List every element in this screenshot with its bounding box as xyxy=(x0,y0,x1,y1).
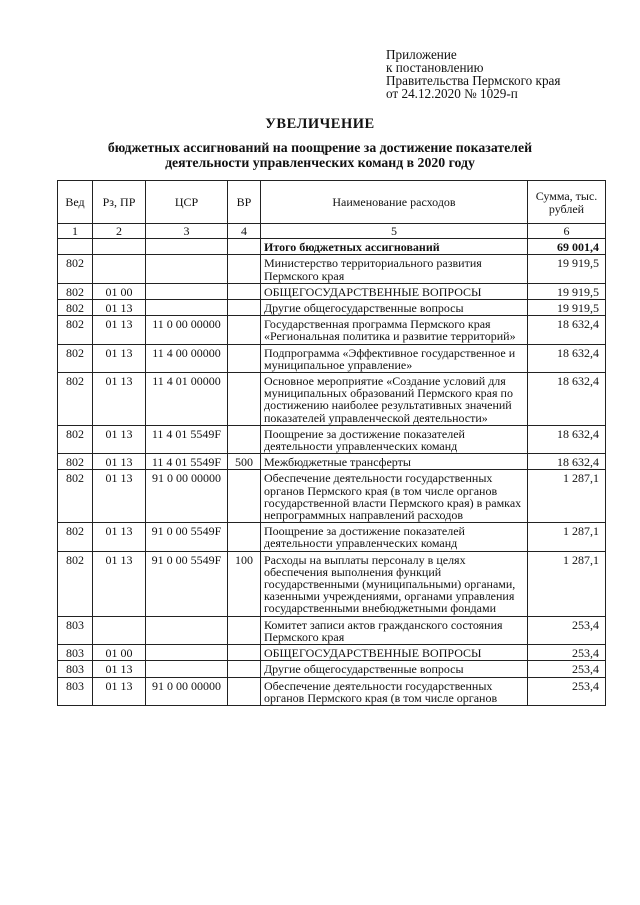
cell-vr xyxy=(228,316,261,344)
cell-vr xyxy=(228,373,261,426)
cell-sum: 19 919,5 xyxy=(528,255,606,283)
total-label: Итого бюджетных ассигнований xyxy=(261,239,528,255)
cell-csr: 91 0 00 00000 xyxy=(146,677,228,705)
cell-sum: 253,4 xyxy=(528,677,606,705)
table-header-row xyxy=(58,181,606,224)
cell-vr xyxy=(228,300,261,316)
cell-sum: 253,4 xyxy=(528,616,606,644)
cell-ved: 802 xyxy=(58,373,93,426)
cell-name: Другие общегосударственные вопросы xyxy=(261,300,528,316)
table-row xyxy=(58,425,606,453)
cell-ved: 803 xyxy=(58,677,93,705)
cell-rzpr xyxy=(93,616,146,644)
cell-ved: 803 xyxy=(58,616,93,644)
cell-csr: 11 4 01 5549F xyxy=(146,454,228,470)
appendix-line: Правительства Пермского края xyxy=(386,73,561,88)
cell-rzpr: 01 13 xyxy=(93,470,146,523)
cell-csr: 11 4 01 00000 xyxy=(146,373,228,426)
table-row xyxy=(58,316,606,344)
cell-rzpr: 01 13 xyxy=(93,300,146,316)
cell-vr xyxy=(228,645,261,661)
cell-rzpr: 01 13 xyxy=(93,316,146,344)
cell-name: Расходы на выплаты персоналу в целях обеспечения выполнения функций государственными (муниципальными) органами, казенными учреждениями, органами управления государственными внебюджетными фондами xyxy=(261,551,528,616)
appendix-note xyxy=(386,48,560,100)
cell-rzpr: 01 13 xyxy=(93,344,146,372)
cell-sum: 19 919,5 xyxy=(528,300,606,316)
cell-csr: 91 0 00 5549F xyxy=(146,523,228,551)
table-row xyxy=(58,645,606,661)
cell-sum: 18 632,4 xyxy=(528,425,606,453)
cell-vr xyxy=(228,616,261,644)
cell-name: ОБЩЕГОСУДАРСТВЕННЫЕ ВОПРОСЫ xyxy=(261,645,528,661)
cell-rzpr: 01 13 xyxy=(93,661,146,677)
cell-rzpr: 01 00 xyxy=(93,283,146,299)
col-number: 5 xyxy=(261,224,528,239)
cell-ved: 803 xyxy=(58,661,93,677)
cell-csr: 91 0 00 5549F xyxy=(146,551,228,616)
cell-name: Поощрение за достижение показателей деятельности управленческих команд xyxy=(261,523,528,551)
cell-vr xyxy=(228,425,261,453)
cell-sum: 253,4 xyxy=(528,661,606,677)
table-row xyxy=(58,616,606,644)
cell-vr xyxy=(228,255,261,283)
cell-vr xyxy=(228,470,261,523)
header-csr: ЦСР xyxy=(146,181,228,224)
table-row xyxy=(58,283,606,299)
cell-sum: 18 632,4 xyxy=(528,316,606,344)
table-row xyxy=(58,300,606,316)
table-row xyxy=(58,661,606,677)
cell-rzpr: 01 13 xyxy=(93,677,146,705)
cell-csr xyxy=(146,661,228,677)
table-row xyxy=(58,677,606,705)
cell-csr xyxy=(146,255,228,283)
cell-vr xyxy=(228,523,261,551)
table-row xyxy=(58,255,606,283)
table-row xyxy=(58,470,606,523)
cell-name: Поощрение за достижение показателей деятельности управленческих команд xyxy=(261,425,528,453)
header-vr: ВР xyxy=(228,181,261,224)
cell-rzpr: 01 13 xyxy=(93,551,146,616)
table-row xyxy=(58,551,606,616)
subtitle-line: деятельности управленческих команд в 2020 году xyxy=(165,155,475,170)
appendix-line: к постановлению xyxy=(386,60,484,75)
header-ved: Вед xyxy=(58,181,93,224)
cell-name: Основное мероприятие «Создание условий для муниципальных образований Пермского края по достижению наиболее результативных значений показателей управленческой деятельности» xyxy=(261,373,528,426)
cell-ved: 802 xyxy=(58,551,93,616)
cell-rzpr: 01 13 xyxy=(93,425,146,453)
cell-name: Межбюджетные трансферты xyxy=(261,454,528,470)
cell-ved: 802 xyxy=(58,283,93,299)
cell-name: ОБЩЕГОСУДАРСТВЕННЫЕ ВОПРОСЫ xyxy=(261,283,528,299)
cell-csr: 11 4 01 5549F xyxy=(146,425,228,453)
cell-vr xyxy=(228,283,261,299)
cell-rzpr: 01 13 xyxy=(93,523,146,551)
total-row xyxy=(58,239,606,255)
cell-rzpr xyxy=(93,255,146,283)
cell-name: Обеспечение деятельности государственных органов Пермского края (в том числе органов xyxy=(261,677,528,705)
total-sum: 69 001,4 xyxy=(528,239,606,255)
cell-sum: 1 287,1 xyxy=(528,523,606,551)
cell-sum: 1 287,1 xyxy=(528,551,606,616)
appendix-line: от 24.12.2020 № 1029-п xyxy=(386,86,518,101)
cell-csr: 91 0 00 00000 xyxy=(146,470,228,523)
col-number: 3 xyxy=(146,224,228,239)
table-row xyxy=(58,344,606,372)
cell-ved: 802 xyxy=(58,425,93,453)
table-row xyxy=(58,523,606,551)
cell-rzpr: 01 13 xyxy=(93,373,146,426)
cell-ved: 802 xyxy=(58,300,93,316)
cell-ved: 802 xyxy=(58,470,93,523)
cell-sum: 1 287,1 xyxy=(528,470,606,523)
cell-sum: 18 632,4 xyxy=(528,373,606,426)
cell-csr xyxy=(146,645,228,661)
col-number: 2 xyxy=(93,224,146,239)
cell-vr xyxy=(228,661,261,677)
header-name: Наименование расходов xyxy=(261,181,528,224)
cell-name: Другие общегосударственные вопросы xyxy=(261,661,528,677)
cell-ved: 802 xyxy=(58,316,93,344)
col-number: 6 xyxy=(528,224,606,239)
cell-rzpr: 01 00 xyxy=(93,645,146,661)
cell-ved: 803 xyxy=(58,645,93,661)
cell-vr xyxy=(228,677,261,705)
cell-csr: 11 4 00 00000 xyxy=(146,344,228,372)
cell-ved: 802 xyxy=(58,523,93,551)
cell-csr xyxy=(146,283,228,299)
subtitle-line: бюджетных ассигнований на поощрение за достижение показателей xyxy=(107,140,533,155)
document-heading: УВЕЛИЧЕНИЕ xyxy=(265,116,375,132)
column-number-row xyxy=(58,224,606,239)
cell-ved: 802 xyxy=(58,454,93,470)
budget-table xyxy=(57,180,606,706)
cell-sum: 18 632,4 xyxy=(528,454,606,470)
cell-name: Министерство территориального развития Пермского края xyxy=(261,255,528,283)
cell-name: Подпрограмма «Эффективное государственное и муниципальное управление» xyxy=(261,344,528,372)
cell-rzpr: 01 13 xyxy=(93,454,146,470)
cell-sum: 19 919,5 xyxy=(528,283,606,299)
col-number: 4 xyxy=(228,224,261,239)
cell-name: Государственная программа Пермского края «Региональная политика и развитие территорий» xyxy=(261,316,528,344)
header-sum: Сумма, тыс. рублей xyxy=(528,181,606,224)
cell-name: Комитет записи актов гражданского состояния Пермского края xyxy=(261,616,528,644)
cell-csr xyxy=(146,300,228,316)
header-rzpr: Рз, ПР xyxy=(93,181,146,224)
appendix-line: Приложение xyxy=(386,47,457,62)
cell-sum: 253,4 xyxy=(528,645,606,661)
cell-ved: 802 xyxy=(58,255,93,283)
table-row xyxy=(58,373,606,426)
cell-csr xyxy=(146,616,228,644)
cell-name: Обеспечение деятельности государственных органов Пермского края (в том числе органов государственной власти Пермского края) в рамках непрограммных направлений расходов xyxy=(261,470,528,523)
cell-vr: 100 xyxy=(228,551,261,616)
cell-vr xyxy=(228,344,261,372)
cell-csr: 11 0 00 00000 xyxy=(146,316,228,344)
cell-sum: 18 632,4 xyxy=(528,344,606,372)
col-number: 1 xyxy=(58,224,93,239)
cell-ved: 802 xyxy=(58,344,93,372)
document-subtitle xyxy=(0,140,640,170)
table-row xyxy=(58,454,606,470)
cell-vr: 500 xyxy=(228,454,261,470)
